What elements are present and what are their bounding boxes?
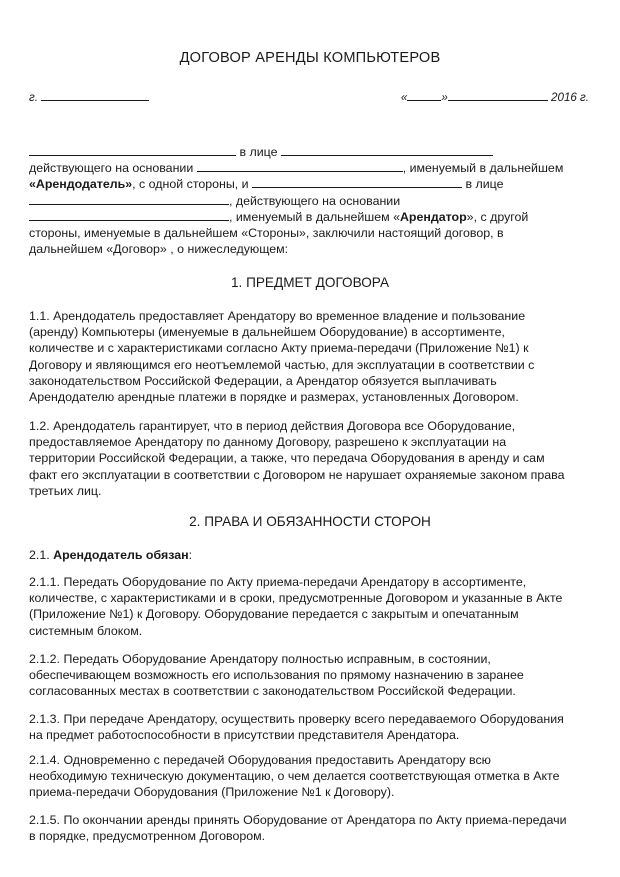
lessor-basis-blank: [197, 160, 403, 172]
clause-line: согласованных местах в соответствии с законодательством Российской Федерации.: [29, 684, 516, 699]
intro-text: , действующего на основании: [229, 193, 401, 208]
intro-text: , с одной стороны, и: [132, 177, 253, 192]
clause-line: системным блоком.: [29, 623, 143, 638]
clause-line: 1.1. Арендодатель предоставляет Арендатору во временное владение и пользование: [29, 309, 526, 323]
intro-line: [29, 160, 595, 176]
date-quote-close: »: [441, 91, 448, 104]
lessor-rep-blank: [281, 144, 493, 156]
intro-line: [29, 193, 595, 209]
clause-line: Арендодателю арендные платежи в порядке и размерах, установленных Договором.: [29, 389, 519, 404]
clause-line: территории Российской Федерации, а также, что передача Оборудования в аренду и сам: [29, 451, 545, 466]
clause-line: факт его эксплуатации в соответствии с Договором не нарушает охраняемые законом права: [29, 467, 565, 482]
year-suffix: 2016 г.: [551, 91, 589, 104]
clause-line: Договору и являющимся его неотъемлемой частью, для эксплуатации в соответствии с: [29, 357, 535, 372]
clause-line: количестве и с характеристиками согласно Акту приема-передачи (Приложение №1) к: [29, 341, 529, 356]
clause-line: 2.1.3. При передаче Арендатору, осуществить проверку всего передаваемого Оборудования: [29, 712, 564, 726]
clause-line: (Приложение №1) к Договору. Оборудование передается с закрытым и опечатанным: [29, 607, 519, 622]
lessor-name-blank: [29, 144, 236, 156]
intro-line: стороны, именуемые в дальнейшем «Стороны», заключили настоящий договор, в: [29, 225, 504, 240]
date-block: [401, 89, 589, 106]
lessee-basis-blank: [29, 209, 229, 221]
intro-text: в лице: [462, 177, 504, 192]
clause-2-1-1: [29, 574, 595, 639]
intro-text: действующего на основании: [29, 161, 197, 176]
intro-paragraph: [29, 144, 595, 257]
city-blank: [41, 89, 149, 101]
intro-line: дальнейшем «Договор» , о нижеследующем:: [29, 242, 289, 257]
intro-text: в лице: [236, 145, 281, 159]
clause-2-1-3: [29, 711, 595, 743]
section-2-heading: 2. ПРАВА И ОБЯЗАННОСТИ СТОРОН: [189, 514, 431, 529]
lessee-rep-blank: [29, 193, 229, 205]
intro-line: [29, 176, 595, 192]
clause-line: 2.1.5. По окончании аренды принять Оборудование от Арендатора по Акту приема-передачи: [29, 813, 567, 827]
lessor-term: «Арендодатель»: [29, 177, 133, 192]
clause-number: 2.1.: [29, 548, 54, 562]
lessee-term: Арендатор: [399, 209, 467, 224]
clause-line: (аренду) Компьютеры (именуемые в дальнейшем Оборудование) в ассортименте,: [29, 325, 505, 340]
document-title: ДОГОВОР АРЕНДЫ КОМПЬЮТЕРОВ: [179, 50, 441, 66]
lessor-obliged-heading: Арендодатель обязан: [53, 548, 189, 562]
clause-colon: :: [188, 548, 193, 562]
clause-line: необходимую техническую документацию, о чем делается соответствующая отметка в Акте: [29, 769, 560, 784]
clause-line: 2.1.1. Передать Оборудование по Акту приема-передачи Арендатору в ассортименте,: [29, 575, 527, 589]
clause-line: третьих лиц.: [29, 483, 102, 498]
section-1-heading: 1. ПРЕДМЕТ ДОГОВОРА: [230, 275, 390, 290]
date-quote-open: «: [400, 91, 408, 104]
intro-text: , именуемый в дальнейшем «: [229, 209, 400, 224]
clause-line: [29, 547, 595, 563]
clause-line: 2.1.4. Одновременно с передачей Оборудования предоставить Арендатору всю: [29, 753, 491, 767]
clause-line: на предмет работоспособности в присутствии представителя Арендатора.: [29, 728, 460, 743]
lessee-name-blank: [252, 176, 462, 188]
clause-2-1-5: [29, 812, 595, 844]
clause-line: количестве, с характеристиками и в сроки, предусмотренные Договором и указанные в Акте: [29, 591, 563, 606]
clause-line: приема-передачи Оборудования (Приложение №1 к Договору).: [29, 785, 395, 800]
clause-line: предоставляемое Арендатору по данному Договору, разрешено к эксплуатации на: [29, 435, 507, 450]
intro-line: [29, 144, 595, 160]
clause-1-1: [29, 308, 595, 405]
clause-2-1-2: [29, 651, 595, 700]
month-blank: [448, 89, 548, 101]
intro-line: [29, 209, 595, 225]
place-date-line: [29, 89, 595, 106]
clause-line: обеспечивающем возможность его использования по прямому назначению в заранее: [29, 668, 524, 683]
clause-line: 1.2. Арендодатель гарантирует, что в период действия Договора все Оборудование,: [29, 419, 516, 433]
city-prefix: г.: [29, 91, 38, 104]
clause-2-1-4: [29, 752, 595, 801]
clause-2-1: [29, 547, 595, 563]
clause-line: 2.1.2. Передать Оборудование Арендатору полностью исправным, в состоянии,: [29, 652, 491, 666]
clause-line: в порядке, предусмотренном Договором.: [29, 829, 266, 844]
day-blank: [407, 89, 441, 101]
clause-line: законодательством Российской Федерации, а Арендатор обязуется выплачивать: [29, 373, 497, 388]
intro-text: , именуемый в дальнейшем: [402, 161, 564, 176]
intro-text: », с другой: [466, 209, 529, 224]
clause-1-2: [29, 418, 595, 499]
